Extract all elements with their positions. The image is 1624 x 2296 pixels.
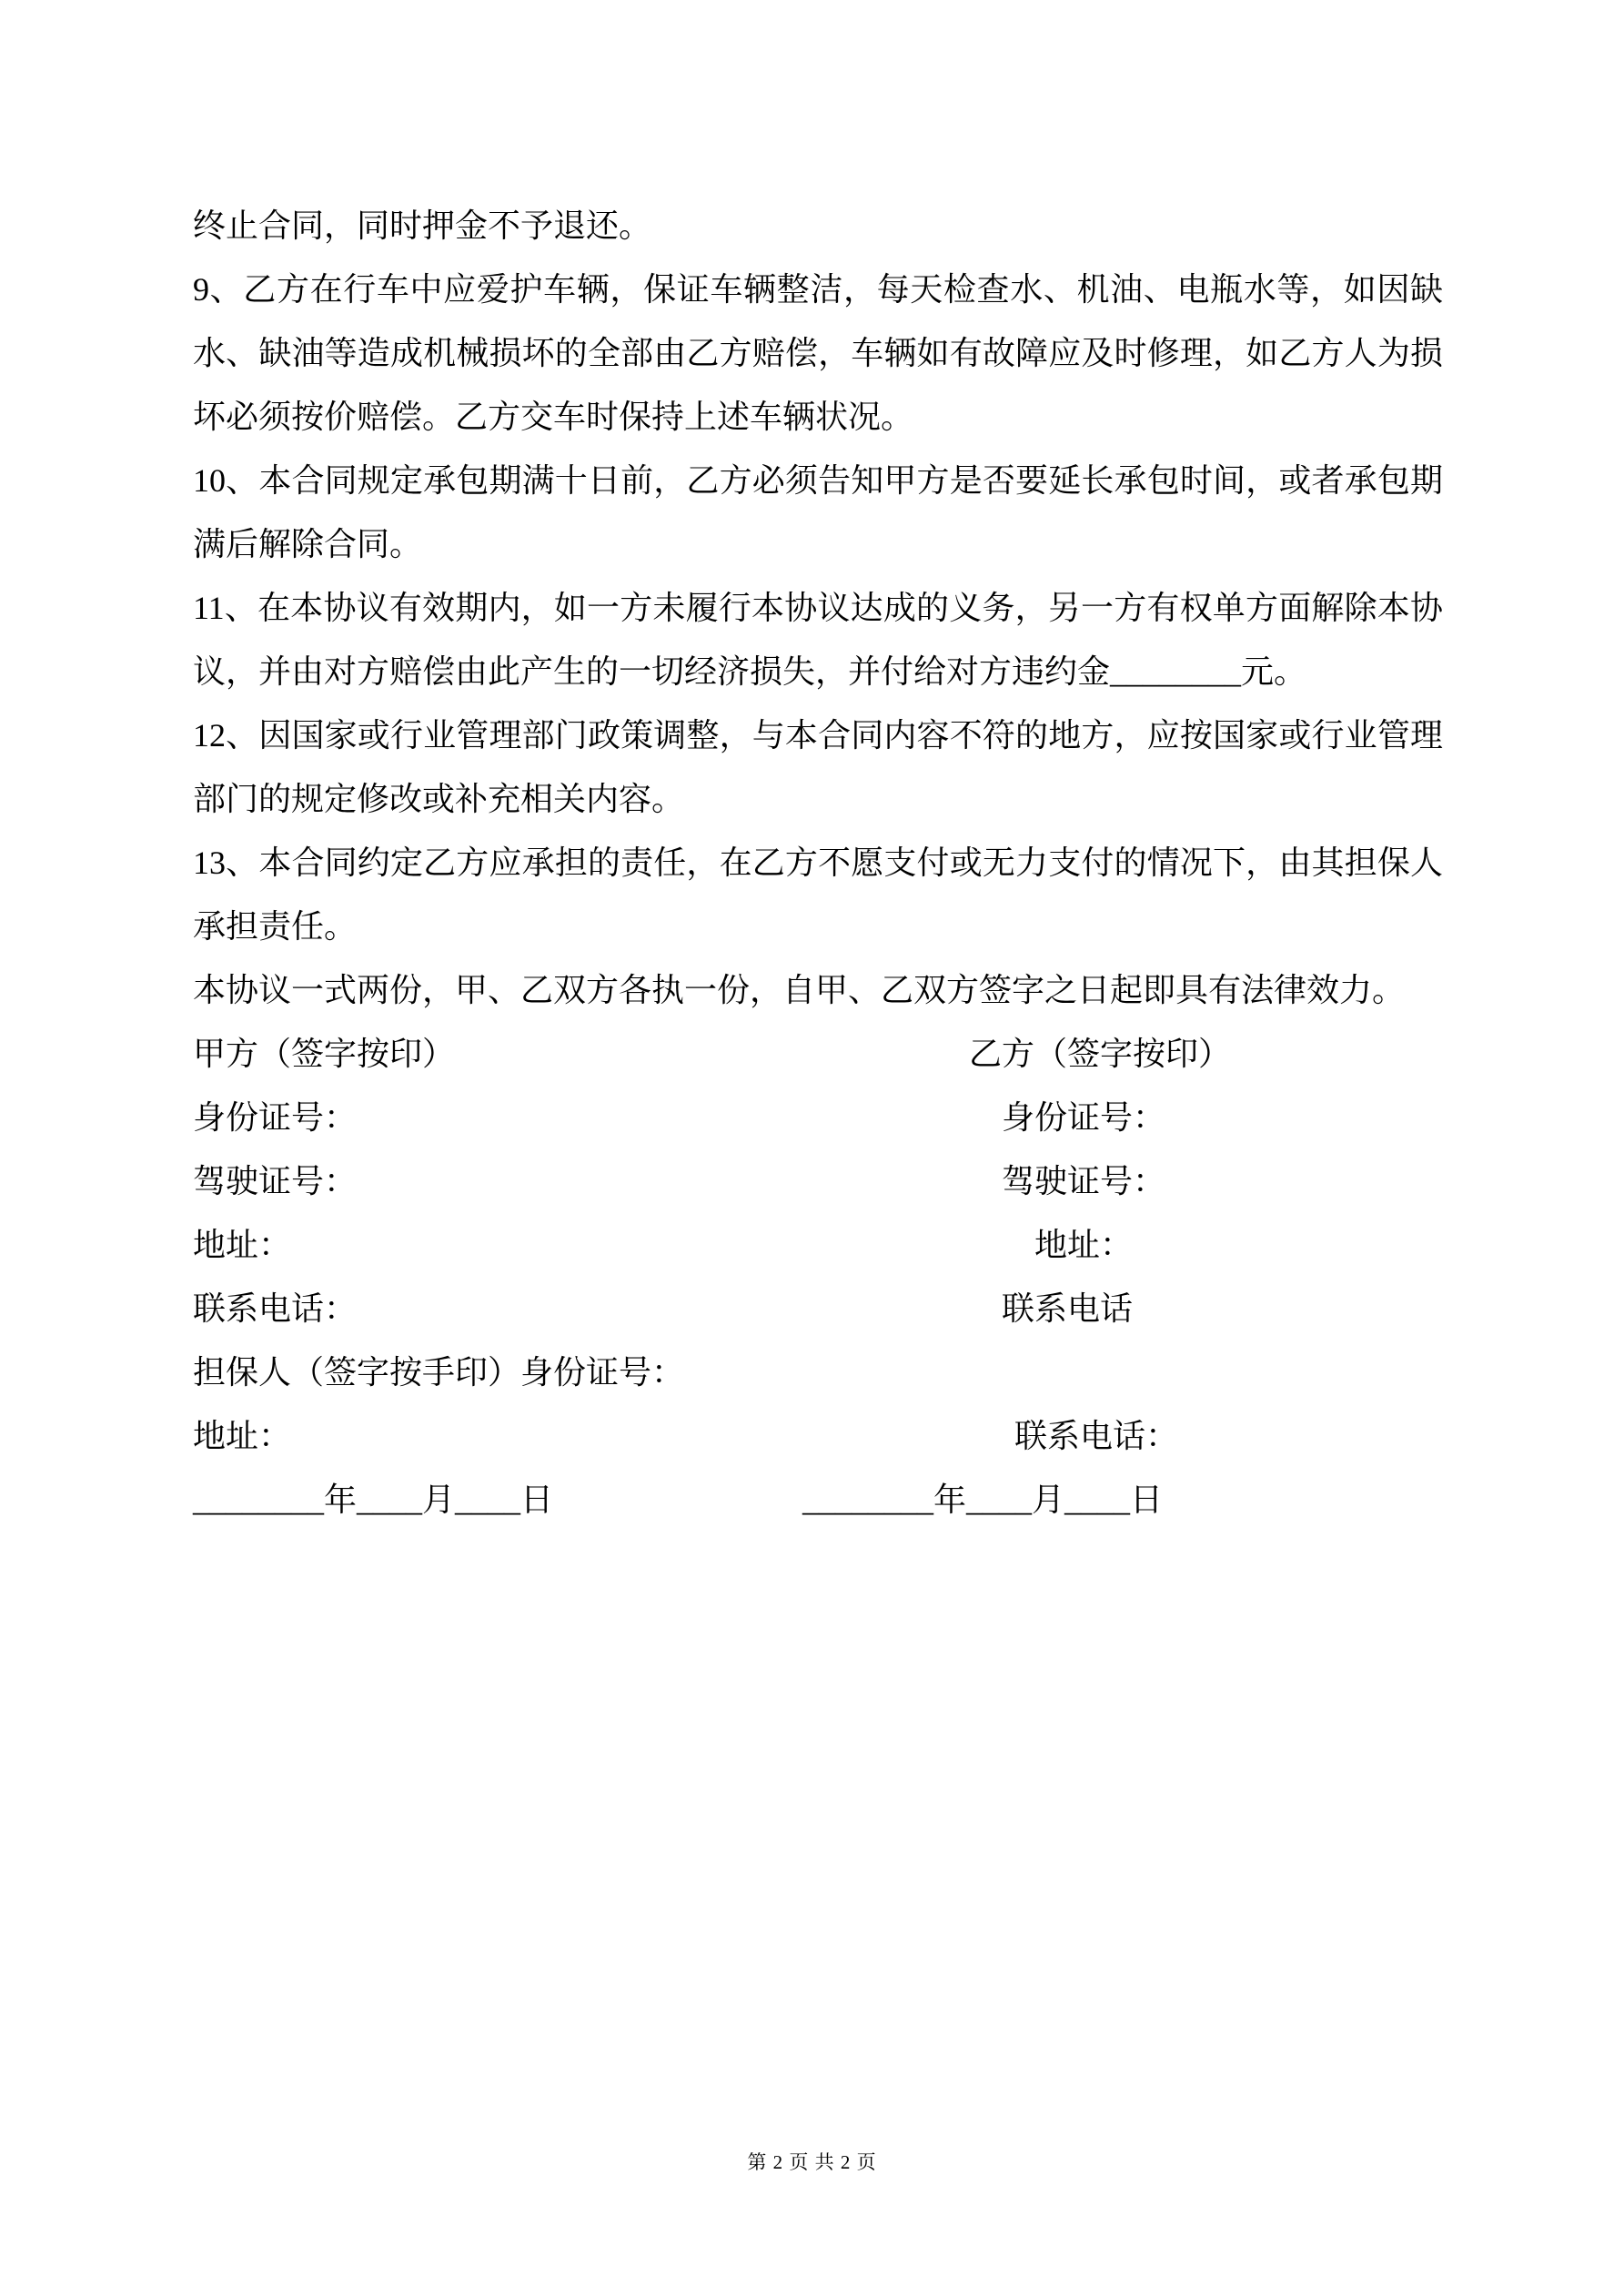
guarantor-row <box>193 1340 1443 1404</box>
signature-titles-row <box>193 1022 1443 1086</box>
party-b-date-line: ________年____月____日 <box>802 1482 1163 1518</box>
party-b-signature-title: 乙方（签字按印） <box>969 1036 1232 1072</box>
phone-row <box>193 1277 1443 1340</box>
party-a-date-line: ________年____月____日 <box>193 1482 553 1518</box>
party-b-license-label: 驾驶证号： <box>1002 1163 1166 1199</box>
guarantor-address-phone-row <box>193 1404 1443 1468</box>
clause-continuation: 终止合同，同时押金不予退还。 <box>193 207 652 244</box>
guarantor-phone-label: 联系电话： <box>1014 1418 1179 1454</box>
clause-12: 12、因国家或行业管理部门政策调整，与本合同内容不符的地方，应按国家或行业管理部门的规定修改或补充相关内容。 <box>193 717 1443 817</box>
guarantor-title-id-label: 担保人（签字按手印）身份证号： <box>193 1354 685 1391</box>
party-a-signature-title: 甲方（签字按印） <box>193 1036 456 1072</box>
page-footer: 第 2 页 共 2 页 <box>747 2151 877 2173</box>
guarantor-address-label: 地址： <box>193 1418 292 1454</box>
document-body <box>193 194 1443 1532</box>
id-number-row <box>193 1086 1443 1149</box>
party-a-license-label: 驾驶证号： <box>193 1163 358 1199</box>
effectiveness-statement: 本协议一式两份，甲、乙双方各执一份，自甲、乙双方签字之日起即具有法律效力。 <box>193 972 1406 1008</box>
address-row <box>193 1213 1443 1277</box>
party-b-address-label: 地址： <box>1034 1227 1134 1263</box>
party-b-id-label: 身份证号： <box>1002 1099 1166 1136</box>
party-b-phone-label: 联系电话 <box>1002 1290 1134 1327</box>
clause-13: 13、本合同约定乙方应承担的责任，在乙方不愿支付或无力支付的情况下，由其担保人承担责任。 <box>193 845 1443 945</box>
party-a-id-label: 身份证号： <box>193 1099 358 1136</box>
clause-11: 11、在本协议有效期内，如一方未履行本协议达成的义务，另一方有权单方面解除本协议，并由对方赔偿由此产生的一切经济损失，并付给对方违约金________元。 <box>193 590 1443 690</box>
clause-9: 9、乙方在行车中应爱护车辆，保证车辆整洁，每天检查水、机油、电瓶水等，如因缺水、缺油等造成机械损坏的全部由乙方赔偿，车辆如有故障应及时修理，如乙方人为损坏必须按价赔偿。乙方交车时保持上述车辆状况。 <box>193 271 1443 435</box>
party-a-address-label: 地址： <box>193 1227 292 1263</box>
license-number-row <box>193 1149 1443 1213</box>
clause-10: 10、本合同规定承包期满十日前，乙方必须告知甲方是否要延长承包时间，或者承包期满后解除合同。 <box>193 462 1443 562</box>
date-row <box>193 1468 1443 1532</box>
party-a-phone-label: 联系电话： <box>193 1290 358 1327</box>
